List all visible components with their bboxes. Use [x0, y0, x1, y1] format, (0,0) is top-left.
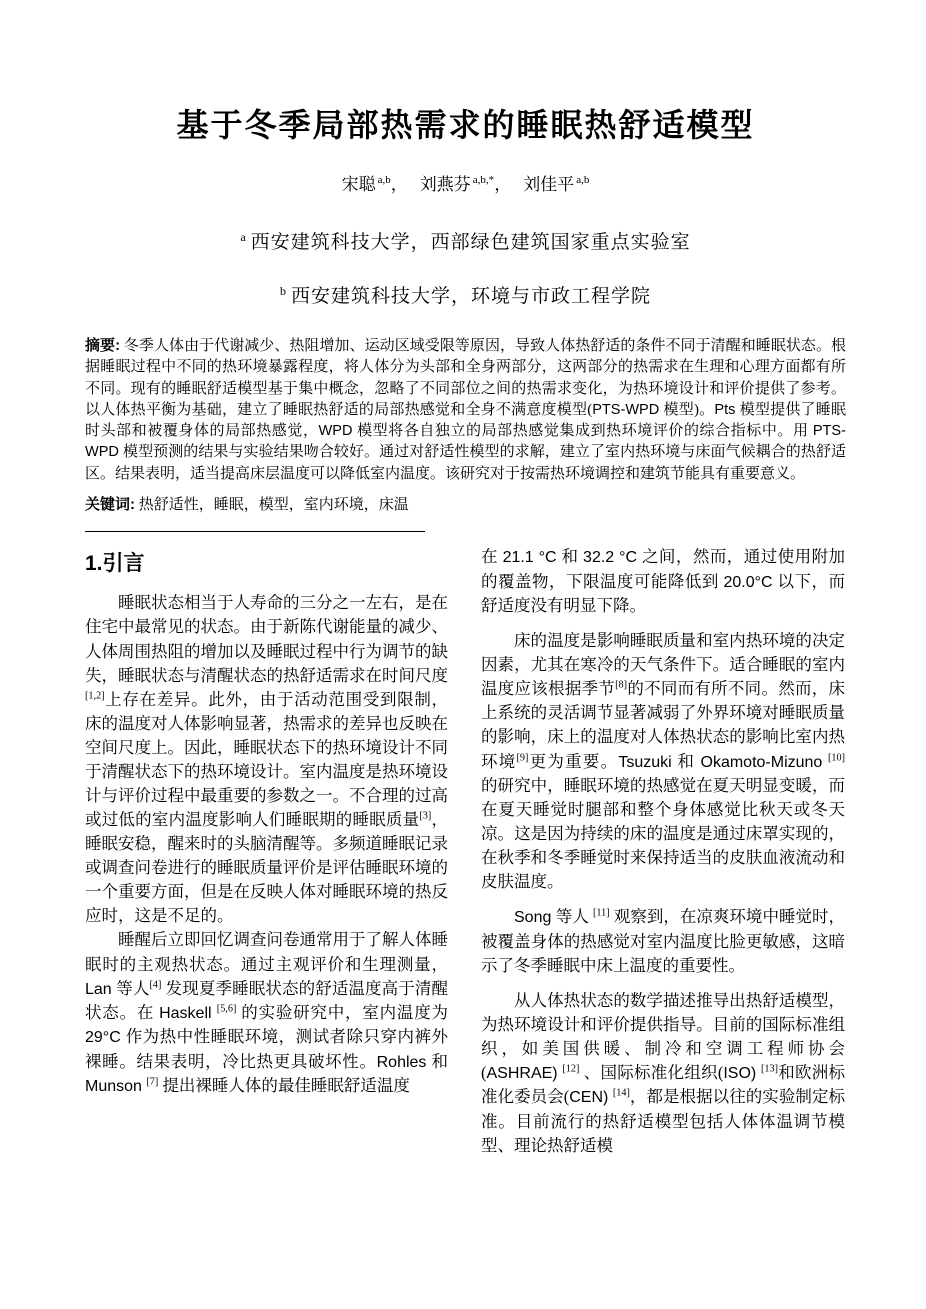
affiliation-b — [85, 281, 846, 308]
intro-paragraph-2: 睡醒后立即回忆调查问卷通常用于了解人体睡眠时的主观热状态。通过主观评价和生理测量，Lan 等人[4] 发现夏季睡眠状态的舒适温度高于清醒状态。在 Haskell [5,6] 的实验研究中，室内温度为 29°C 作为热中性睡眠环境，测试者除只穿内裤外裸睡。结果表明，冷比热更具破坏性。Rohles 和 Munson [7] 提出裸睡人体的最佳睡眠舒适温度 — [85, 930, 449, 1096]
intro-paragraph-5: 从人体热状态的数学描述推导出热舒适模型，为热环境设计和评价提供指导。目前的国际标准组织，如美国供暖、制冷和空调工程师协会(ASHRAE) [12] 、国际标准化组织(ISO) [13]和欧洲标准化委员会(CEN) [14]，都是根据以往的实验制定标准。目前流行的热舒适模型包括人体体温调节模型、理论热舒适模 — [481, 990, 846, 1155]
author-3-name: 刘佳平 — [523, 175, 575, 194]
intro-paragraph-2-continuation: 在 21.1 °C 和 32.2 °C 之间，然而，通过使用附加的覆盖物，下限温度可能降低到 20.0°C 以下，而舒适度没有明显下降。 — [481, 547, 846, 616]
author-1-affil-marker: a,b — [377, 174, 391, 187]
author-3 — [523, 175, 589, 194]
abstract-paragraph — [85, 335, 846, 485]
section-heading-introduction: 1.引言 — [85, 552, 145, 576]
intro-paragraph-1: 睡眠状态相当于人寿命的三分之一左右，是在住宅中最常见的状态。由于新陈代谢能量的减少、人体周围热阻的增加以及睡眠过程中行为调节的缺失，睡眠状态与清醒状态的热舒适需求在时间尺度[1,2]上存在差异。此外，由于活动范围受到限制，床的温度对人体影响显著，热需求的差异也反映在空间尺度上。因此，睡眠状态下的热环境设计不同于清醒状态下的热环境设计。室内温度是热环境设计与评价过程中最重要的参数之一。不合理的过高或过低的室内温度影响人们睡眠期的睡眠质量[3]，睡眠安稳，醒来时的头脑清醒等。多频道睡眠记录或调查问卷进行的睡眠质量评价是评估睡眠环境的一个重要方面，但是在反映人体对睡眠环境的热反应时，这是不足的。 — [85, 593, 449, 926]
affiliation-a — [85, 227, 846, 254]
author-1-name: 宋聪 — [341, 175, 376, 194]
front-matter — [85, 100, 846, 308]
keywords-label: 关键词: — [85, 496, 135, 514]
affiliation-a-text: 西安建筑科技大学，西部绿色建筑国家重点实验室 — [250, 232, 691, 253]
intro-paragraph-4: Song 等人 [11] 观察到，在凉爽环境中睡觉时，被覆盖身体的热感觉对室内温度比脸更敏感，这暗示了冬季睡眠中床上温度的重要性。 — [481, 907, 845, 975]
keywords-text: 热舒适性，睡眠，模型，室内环境，床温 — [138, 497, 409, 514]
author-2 — [420, 175, 511, 194]
intro-paragraph-3: 床的温度是影响睡眠质量和室内热环境的决定因素，尤其在寒冷的天气条件下。适合睡眠的室内温度应该根据季节[8]的不同而有所不同。然而，床上系统的灵活调节显著减弱了外界环境对睡眠质量的影响，床上的温度对人体热状态的影响比室内热环境[9]更为重要。Tsuzuki 和 Okamoto-Mizuno [10] 的研究中，睡眠环境的热感觉在夏天明显变暖，而在夏天睡觉时腿部和整个身体感觉比秋天或冬天凉。这是因为持续的床的温度是通过床罩实现的，在秋季和冬季睡觉时来保持适当的皮肤血液流动和皮肤温度。 — [481, 631, 846, 892]
author-2-affil-marker: a,b,* — [472, 174, 495, 187]
two-column-body — [85, 545, 846, 1169]
abstract-section — [85, 335, 846, 516]
affiliation-b-text: 西安建筑科技大学，环境与市政工程学院 — [290, 286, 651, 307]
author-2-name: 刘燕芬 — [419, 175, 471, 194]
footnote-divider — [85, 531, 425, 532]
affiliation-b-marker: b — [279, 283, 287, 298]
left-column — [85, 545, 448, 1098]
author-3-affil-marker: a,b — [576, 174, 590, 187]
right-column — [481, 545, 845, 1169]
paper-title: 基于冬季局部热需求的睡眠热舒适模型 — [176, 107, 755, 143]
author-separator: ， — [494, 175, 512, 194]
abstract-text: 冬季人体由于代谢减少、热阻增加、运动区域受限等原因，导致人体热舒适的条件不同于清醒和睡眠状态。根据睡眠过程中不同的热环境暴露程度，将人体分为头部和全身两部分，这两部分的热需求在生理和心理方面都有所不同。现有的睡眠舒适模型基于集中概念，忽略了不同部位之间的热需求变化，为热环境设计和评价提供了参考。以人体热平衡为基础，建立了睡眠热舒适的局部热感觉和全身不满意度模型(PTS-WPD 模型)。Pts 模型提供了睡眠时头部和被覆身体的局部热感觉，WPD 模型将各自独立的局部热感觉集成到热环境评价的综合指标中。用 PTS-WPD 模型预测的结果与实验结果吻合较好。通过对舒适性模型的求解，建立了室内热环境与床面气候耦合的热舒适区。结果表明，适当提高床层温度可以降低室内温度。该研究对于按需热环境调控和建筑节能具有重要意义。 — [85, 338, 846, 482]
keywords-line — [85, 494, 846, 516]
author-1 — [342, 175, 408, 194]
author-separator: ， — [390, 175, 408, 194]
abstract-label: 摘要: — [85, 337, 121, 354]
affiliation-a-marker: a — [240, 229, 247, 244]
authors-line — [85, 170, 846, 195]
